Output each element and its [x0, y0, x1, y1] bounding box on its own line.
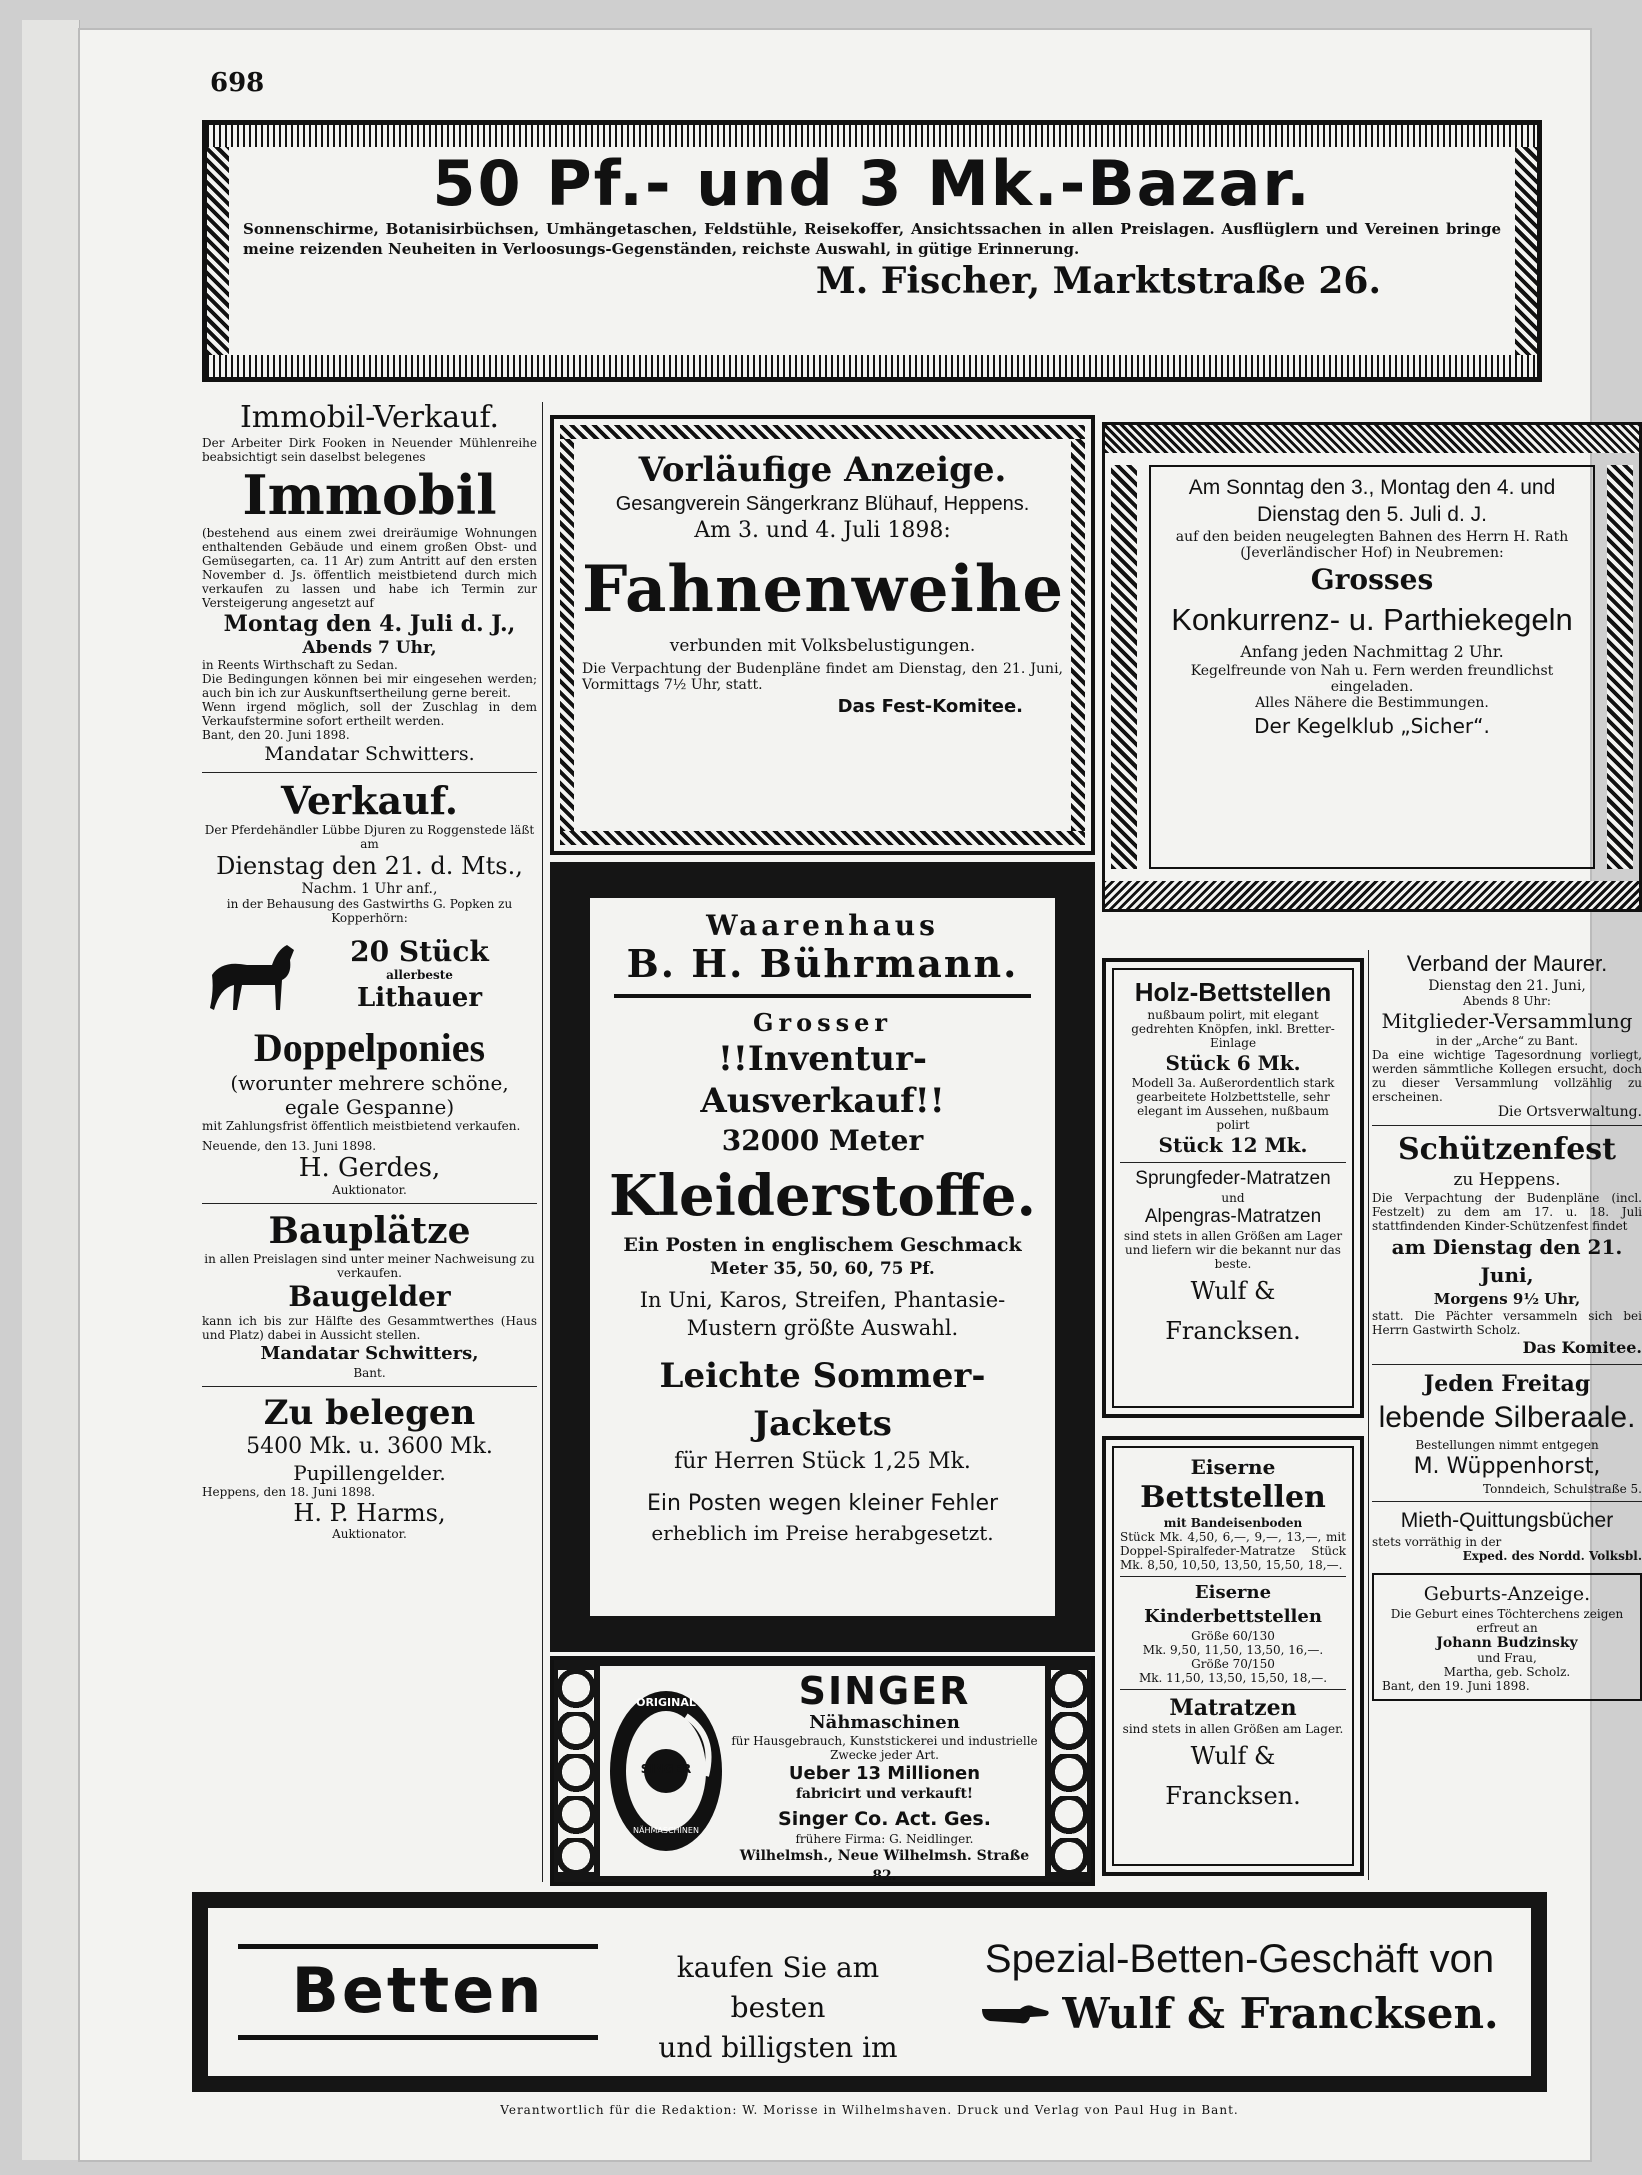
verkauf-terms: mit Zahlungsfrist öffentlich meistbietend verkaufen.: [202, 1119, 521, 1133]
waarenhaus-jprice: für Herren Stück 1,25 Mk.: [674, 1449, 971, 1474]
verkauf-place: in der Behausung des Gastwirths G. Popken zu Kopperhörn:: [226, 897, 513, 925]
schuetzen-text: Die Verpachtung der Budenpläne (incl. Festzelt) zu dem am 17. u. 18. Juli stattfindenden Kinder-Schützenfest findet: [1372, 1191, 1642, 1233]
schuetzen-time: Morgens 9½ Uhr,: [1433, 1290, 1581, 1308]
singer-badge-top: ORIGINAL: [636, 1696, 696, 1709]
singer-sub: Nähmaschinen: [809, 1712, 960, 1733]
page-number: 698: [210, 68, 265, 98]
eiserne-signature: Wulf & Francksen.: [1165, 1742, 1301, 1810]
belegen-amount: 5400 Mk. u. 3600 Mk.: [246, 1434, 493, 1459]
horse-icon: [202, 930, 302, 1020]
maurer-big: Mitglieder-Versammlung: [1381, 1009, 1633, 1033]
geburt-name2: und Frau,: [1477, 1651, 1537, 1665]
anzeige-ad: [550, 415, 1095, 855]
aale-name: M. Wüppenhorst,: [1413, 1454, 1601, 1479]
waarenhaus-meters: 32000 Meter: [721, 1124, 924, 1157]
betten-mid2: und billigsten im: [658, 2031, 898, 2064]
geburt-text: Die Geburt eines Töchterchens zeigen erfreut an: [1390, 1607, 1624, 1635]
kegeln-more: Alles Nähere die Bestimmungen.: [1255, 695, 1489, 711]
waarenhaus-rule: [614, 994, 1031, 998]
geburt-dated: Bant, den 19. Juni 1898.: [1382, 1679, 1530, 1693]
betten-right1: Spezial-Betten-Geschäft von: [984, 1937, 1495, 1981]
divider: [202, 1386, 537, 1387]
kegeln-start: Anfang jeden Nachmittag 2 Uhr.: [1240, 642, 1504, 661]
mieth-place: Exped. des Nordd. Volksbl.: [1462, 1549, 1642, 1563]
newspaper-page: [80, 30, 1642, 2160]
eiserne-matr-text: sind stets in allen Größen am Lager.: [1122, 1722, 1344, 1736]
singer-ad: [550, 1656, 1095, 1886]
mieth-title: Mieth-Quittungsbücher: [1400, 1509, 1614, 1532]
singer-badge-mid: SINGER: [640, 1762, 692, 1776]
waarenhaus-jackets: Leichte Sommer-Jackets: [659, 1356, 986, 1444]
aale-text: Bestellungen nimmt entgegen: [1415, 1438, 1599, 1452]
holz-text2: Modell 3a. Außerordentlich stark gearbeitete Holzbettstelle, sehr elegant im Aussehen, nußbaum polirt: [1131, 1076, 1335, 1132]
verkauf-date: Dienstag den 21. d. Mts.,: [216, 852, 523, 880]
geburt-ad: [1372, 1573, 1642, 1701]
singer-company: Singer Co. Act. Ges.: [778, 1808, 991, 1830]
singer-dots-right: [1051, 1670, 1087, 1872]
kegeln-text: auf den beiden neugelegten Bahnen des Herrn H. Rath (Jeverländischer Hof) in Neubremen:: [1175, 529, 1569, 561]
immobil-body2: Die Bedingungen können bei mir eingesehen werden; auch bin ich zur Auskunftsertheilung gerne bereit.: [202, 672, 537, 700]
waarenhaus-sale: !!Inventur-Ausverkauf!!: [700, 1039, 945, 1121]
singer-address: Wilhelmsh., Neue Wilhelmsh. Straße 82.: [739, 1848, 1030, 1884]
anzeige-text: Die Verpachtung der Budenpläne findet am Dienstag, den 21. Juni, Vormittags 7½ Uhr, statt.: [582, 661, 1063, 693]
waarenhaus-big: Kleiderstoffe.: [609, 1163, 1036, 1229]
aale-big: lebende Silberaale.: [1378, 1401, 1636, 1434]
maurer-signature: Die Ortsverwaltung.: [1497, 1104, 1642, 1120]
betten-mid1: kaufen Sie am besten: [676, 1951, 880, 2024]
verkauf-dated: Neuende, den 13. Juni 1898.: [202, 1139, 377, 1153]
anzeige-border-bottom: [560, 831, 1085, 845]
immobil-date: Montag den 4. Juli d. J.,: [223, 611, 516, 637]
waarenhaus-title: Waarenhaus: [706, 909, 939, 942]
kegeln-border-top: [1105, 425, 1639, 453]
holz-ad: [1102, 958, 1364, 1418]
pointing-hand-icon: [980, 1999, 1050, 2029]
immobil-time: Abends 7 Uhr,: [302, 638, 437, 658]
immobil-signature: Mandatar Schwitters.: [264, 743, 475, 765]
holz-price2: Stück 12 Mk.: [1158, 1133, 1308, 1157]
bazar-text: Sonnenschirme, Botanisirbüchsen, Umhängetaschen, Feldstühle, Reisekoffer, Ansichtssachen in allen Preislagen. Ausflüglern und Vereinen bringe meine reizenden Neuheiten in Verloosungs-Gegenständen, reichste Auswahl, in gütige Erinnerung.: [243, 220, 1501, 258]
aale-address: Tonndeich, Schulstraße 5.: [1483, 1482, 1642, 1496]
holz-m1: Sprungfeder-Matratzen: [1135, 1168, 1331, 1189]
anzeige-border-top: [560, 425, 1085, 439]
divider: [202, 1203, 537, 1204]
holz-signature: Wulf & Francksen.: [1165, 1277, 1301, 1345]
anzeige-date: Am 3. und 4. Juli 1898:: [694, 518, 951, 543]
immobil-dated: Bant, den 20. Juni 1898.: [202, 728, 350, 742]
eiserne-p1: Mk. 9,50, 11,50, 13,50, 16,—.: [1142, 1643, 1324, 1657]
geburt-name3: Martha, geb. Scholz.: [1443, 1665, 1571, 1679]
immobil-title: Immobil-Verkauf.: [239, 400, 500, 435]
anzeige-title: Vorläufige Anzeige.: [638, 450, 1007, 490]
waarenhaus-faults2: erheblich im Preise herabgesetzt.: [651, 1521, 994, 1545]
maurer-time: Abends 8 Uhr:: [1463, 994, 1551, 1008]
page-edge: [22, 20, 80, 2160]
waarenhaus-faults: Ein Posten wegen kleiner Fehler: [646, 1491, 999, 1516]
geburt-title: Geburts-Anzeige.: [1423, 1583, 1591, 1605]
verkauf-intro: Der Pferdehändler Lübbe Djuren zu Roggenstede läßt am: [204, 823, 535, 851]
maurer-title: Verband der Maurer.: [1406, 951, 1608, 976]
divider: [1120, 1576, 1346, 1577]
schuetzen-text2: statt. Die Pächter versammeln sich bei Herrn Gastwirth Scholz.: [1372, 1309, 1642, 1337]
maurer-text: Da eine wichtige Tagesordnung vorliegt, werden sämmtliche Kollegen ersucht, doch zu dieser Versammlung vollzählig zu erscheinen.: [1372, 1048, 1642, 1104]
holz-text3: sind stets in allen Größen am Lager und liefern wir die bekannt nur das beste.: [1123, 1229, 1343, 1271]
holz-m2: Alpengras-Matratzen: [1144, 1206, 1322, 1227]
anzeige-club: Gesangverein Sängerkranz Blühauf, Heppens.: [615, 493, 1030, 515]
divider: [1372, 1125, 1642, 1126]
eiserne-sub: mit Bandeisenboden: [1163, 1516, 1303, 1530]
verkauf-kind: Lithauer: [356, 983, 483, 1013]
column-1: [202, 400, 537, 1875]
column-rule: [1368, 950, 1369, 1880]
schuetzen-date: am Dienstag den 21. Juni,: [1391, 1235, 1623, 1287]
verkauf-time: Nachm. 1 Uhr anf.,: [301, 881, 438, 897]
kegeln-border-bottom: [1105, 881, 1639, 909]
holz-text: nußbaum polirt, mit elegant gedrehten Knöpfen, inkl. Bretter-Einlage: [1131, 1008, 1335, 1050]
kegeln-signature: Der Kegelklub „Sicher“.: [1254, 714, 1490, 738]
waarenhaus-patterns: In Uni, Karos, Streifen, Phantasie-Mustern größte Auswahl.: [639, 1288, 1006, 1340]
betten-big: Betten: [291, 1954, 545, 2027]
eiserne-size1: Größe 60/130: [1191, 1629, 1275, 1643]
betten-ad: [192, 1892, 1547, 2092]
waarenhaus-ad: [550, 862, 1095, 1652]
kegeln-date1: Am Sonntag den 3., Montag den 4. und: [1188, 476, 1556, 499]
kegeln-ad: [1102, 422, 1642, 912]
divider: [1120, 1162, 1346, 1163]
schuetzen-title: Schützenfest: [1397, 1132, 1617, 1167]
belegen-signature: H. P. Harms,: [293, 1499, 446, 1527]
verkauf-big: Doppelponies: [253, 1025, 486, 1070]
eiserne-size2: Größe 70/150: [1191, 1657, 1275, 1671]
eiserne-title: Eiserne: [1190, 1455, 1276, 1479]
anzeige-signature: Das Fest-Komitee.: [837, 696, 1023, 717]
eiserne-matr: Matratzen: [1169, 1695, 1297, 1721]
eiserne-kinder: Eiserne Kinderbettstellen: [1144, 1582, 1322, 1627]
singer-text: für Hausgebrauch, Kunststickerei und industrielle Zwecke jeder Art.: [731, 1734, 1038, 1762]
verkauf-best: allerbeste: [386, 968, 453, 982]
verkauf-title: Verkauf.: [281, 778, 458, 823]
divider: [1120, 1689, 1346, 1690]
divider: [1372, 1364, 1642, 1365]
schuetzen-place: zu Heppens.: [1453, 1170, 1561, 1190]
immobil-place: in Reents Wirthschaft zu Sedan.: [202, 658, 398, 672]
bazar-border-left: [207, 147, 229, 355]
verkauf-sub: (worunter mehrere schöne, egale Gespanne): [230, 1071, 509, 1119]
divider: [1372, 1501, 1642, 1502]
anzeige-border-left: [560, 439, 574, 831]
schuetzen-signature: Das Komitee.: [1522, 1338, 1642, 1357]
baugelder-title: Baugelder: [288, 1280, 451, 1313]
kegeln-big: Konkurrenz- u. Parthiekegeln: [1171, 602, 1573, 637]
singer-badge-bottom: NÄHMASCHINEN: [633, 1826, 699, 1835]
belegen-sub: Pupillengelder.: [293, 1461, 446, 1485]
divider: [202, 772, 537, 773]
anzeige-big: Fahnenweihe: [582, 552, 1065, 627]
bauplaetze-place: Bant.: [353, 1366, 386, 1380]
singer-former: frühere Firma: G. Neidlinger.: [795, 1832, 974, 1846]
maurer-date: Dienstag den 21. Juni,: [1428, 978, 1586, 994]
column-rule: [542, 402, 543, 1882]
anzeige-sub: verbunden mit Volksbelustigungen.: [669, 636, 976, 656]
anzeige-border-right: [1071, 439, 1085, 831]
footer-imprint: Verantwortlich für die Redaktion: W. Morisse in Wilhelmshaven. Druck und Verlag von Paul Hug in Bant.: [500, 2103, 1239, 2117]
bazar-border-bottom: [207, 355, 1537, 377]
bazar-ad: [202, 120, 1542, 382]
holz-price1: Stück 6 Mk.: [1165, 1051, 1301, 1075]
holz-und: und: [1221, 1191, 1245, 1205]
singer-title: SINGER: [798, 1669, 971, 1713]
immobil-intro: Der Arbeiter Dirk Fooken in Neuender Mühlenreihe beabsichtigt sein daselbst belegenes: [202, 436, 537, 464]
bazar-signature: M. Fischer, Marktstraße 26.: [815, 260, 1381, 302]
kegeln-border-left: [1111, 465, 1137, 869]
eiserne-p2: Mk. 11,50, 13,50, 15,50, 18,—.: [1138, 1671, 1328, 1685]
column-4: [1372, 950, 1642, 1880]
aale-title: Jeden Freitag: [1423, 1371, 1591, 1397]
bazar-title: 50 Pf.- und 3 Mk.-Bazar.: [432, 147, 1312, 220]
bauplaetze-text: in allen Preislagen sind unter meiner Nachweisung zu verkaufen.: [204, 1252, 535, 1280]
immobil-big: Immobil: [242, 463, 497, 527]
singer-made: fabricirt und verkauft!: [795, 1786, 974, 1802]
holz-title: Holz-Bettstellen: [1134, 977, 1332, 1007]
eiserne-big: Bettstellen: [1140, 1480, 1326, 1515]
immobil-body: (bestehend aus einem zwei dreiräumige Wohnungen enthaltenden Gebäude und einem großen Obst- und Gemüsegarten, ca. 11 Ar) zum Antritt auf den ersten November d. Js. öffentlich meistbietend durch mich verkaufen zu lassen und habe ich Termin zur Versteigerung angesetzt auf: [202, 526, 537, 610]
kegeln-date2: Dienstag den 5. Juli d. J.: [1257, 503, 1487, 526]
bazar-border-top: [207, 125, 1537, 147]
bazar-border-right: [1515, 147, 1537, 355]
baugelder-text: kann ich bis zur Hälfte des Gesammtwerthes (Haus und Platz) dabei in Aussicht stellen.: [202, 1314, 537, 1342]
singer-count: Ueber 13 Millionen: [788, 1763, 981, 1784]
mieth-text: stets vorräthig in der: [1372, 1535, 1502, 1549]
bauplaetze-title: Bauplätze: [268, 1210, 471, 1252]
belegen-role: Auktionator.: [332, 1527, 407, 1541]
verkauf-signature: H. Gerdes,: [298, 1153, 441, 1183]
singer-dots-left: [558, 1670, 594, 1872]
belegen-dated: Heppens, den 18. Juni 1898.: [202, 1485, 376, 1499]
kegeln-grosses: Grosses: [1310, 563, 1434, 596]
eiserne-prices: Stück Mk. 4,50, 6,—, 9,—, 13,—, mit Doppel-Spiralfeder-Matratze Stück Mk. 8,50, 10,50, 13,50, 15,50, 18,—.: [1120, 1530, 1346, 1572]
geburt-name1: Johann Budzinsky: [1436, 1635, 1578, 1651]
kegeln-border-right: [1607, 465, 1633, 869]
bauplaetze-signature: Mandatar Schwitters,: [260, 1343, 479, 1364]
verkauf-role: Auktionator.: [332, 1183, 407, 1197]
betten-right2: Wulf & Francksen.: [1062, 1989, 1499, 2038]
waarenhaus-offer: Ein Posten in englischem Geschmack: [623, 1234, 1022, 1256]
maurer-place: in der „Arche“ zu Bant.: [1435, 1034, 1579, 1048]
betten-big-box: [238, 1944, 598, 2040]
waarenhaus-grosser: Grosser: [752, 1008, 893, 1037]
kegeln-invite: Kegelfreunde von Nah u. Fern werden freundlichst eingeladen.: [1190, 663, 1554, 695]
immobil-body3: Wenn irgend möglich, soll der Zuschlag in dem Verkaufstermine sofort ertheilt werden.: [202, 700, 537, 728]
verkauf-count: 20 Stück: [350, 935, 489, 968]
eiserne-ad: [1102, 1436, 1364, 1876]
waarenhaus-prices: Meter 35, 50, 60, 75 Pf.: [710, 1259, 935, 1279]
belegen-title: Zu belegen: [263, 1393, 476, 1433]
waarenhaus-name: B. H. Bührmann.: [626, 941, 1019, 986]
